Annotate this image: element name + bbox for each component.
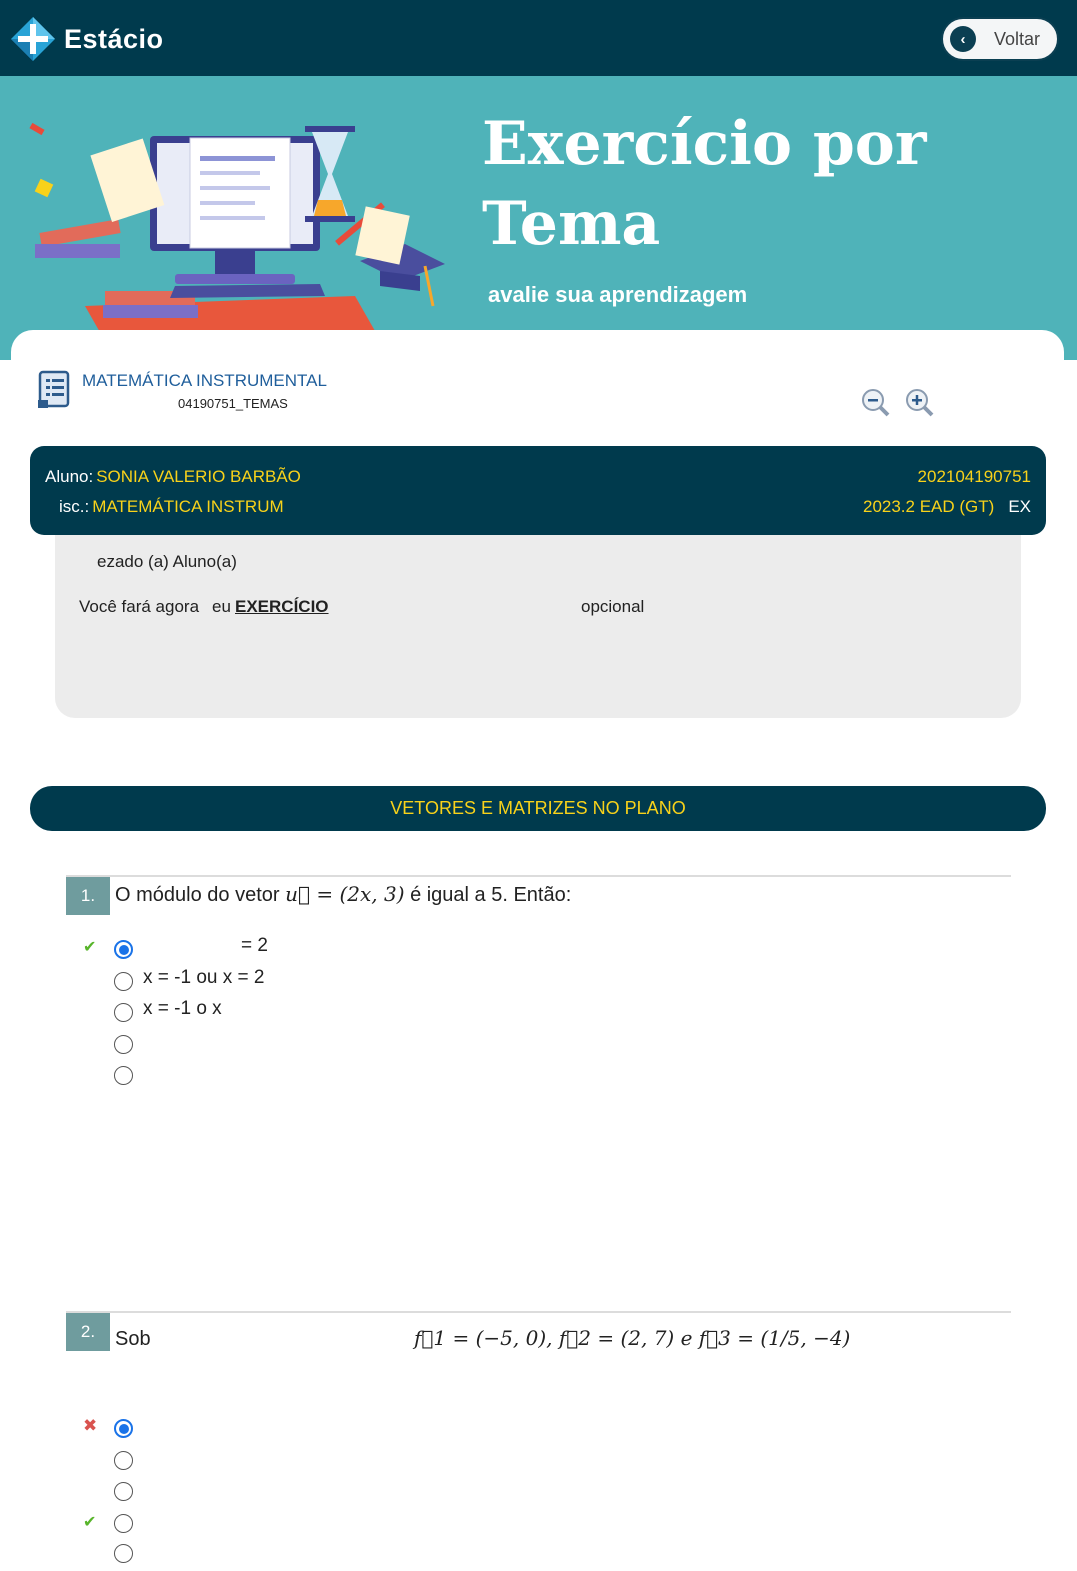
back-button-label: Voltar — [994, 28, 1041, 49]
student-label: Aluno: — [45, 467, 94, 486]
hero-title-line2: Tema — [482, 189, 661, 259]
topic-header: VETORES E MATRIZES NO PLANO — [30, 786, 1046, 831]
student-name: SONIA VALERIO BARBÃO — [96, 467, 301, 486]
question-math: f⃗1 = (−5, 0), f⃗2 = (2, 7) e f⃗3 = (1/5, −4) — [414, 1326, 851, 1350]
question-number: 1. — [66, 877, 110, 915]
answer-radio[interactable] — [114, 972, 133, 991]
answer-radio[interactable] — [114, 1066, 133, 1085]
course-title: MATEMÁTICA INSTRUMENTAL — [82, 371, 327, 390]
answer-radio[interactable] — [114, 940, 133, 959]
question-text-before: Sob — [115, 1328, 151, 1350]
question-math: u⃗ = (2x, 3) — [285, 882, 405, 906]
answer-radio[interactable] — [114, 1003, 133, 1022]
answer-radio[interactable] — [114, 1451, 133, 1470]
exercise-link[interactable]: EXERCÍCIO — [235, 597, 329, 616]
hero-banner — [0, 76, 1077, 360]
hero-title — [482, 104, 1042, 264]
zoom-out-icon[interactable] — [861, 388, 891, 418]
answer-radio[interactable] — [114, 1419, 133, 1438]
answer-radio[interactable] — [114, 1514, 133, 1533]
correct-check-icon: ✔ — [83, 1514, 97, 1531]
wrong-cross-icon: ✖ — [83, 1416, 98, 1435]
question-text-after: é igual a 5. Então: — [410, 884, 572, 906]
instruction-end: opcional — [581, 597, 645, 616]
question-divider — [66, 875, 1011, 877]
registration-row — [918, 467, 1031, 487]
chevron-left-icon: ‹ — [950, 26, 976, 52]
question-text — [115, 882, 571, 907]
instruction-mid: eu — [212, 597, 231, 616]
instructions-box — [55, 535, 1021, 718]
greeting-text: ezado (a) Aluno(a) — [97, 552, 237, 571]
course-code: 04190751_TEMAS — [178, 396, 288, 411]
instruction-start: Você fará agora — [79, 597, 200, 616]
question-text-before: O módulo do vetor — [115, 884, 280, 906]
academic-period: 2023.2 EAD (GT) — [862, 497, 995, 516]
document-list-icon — [38, 370, 74, 410]
hero-subtitle: avalie sua aprendizagem — [488, 282, 748, 307]
answer-option-text: = 2 — [241, 935, 268, 956]
answer-radio[interactable] — [114, 1544, 133, 1563]
exam-type: EX — [1008, 497, 1031, 516]
estacio-logo-icon — [10, 16, 56, 62]
answer-option-text: x = -1 ou x = 2 — [143, 967, 265, 988]
answer-radio[interactable] — [114, 1482, 133, 1501]
back-button[interactable] — [941, 17, 1059, 61]
discipline-label: isc.: — [59, 497, 90, 516]
question-number: 2. — [66, 1313, 110, 1351]
student-registration: 202104190751 — [917, 467, 1031, 486]
answer-option-text: x = -1 o x — [143, 998, 222, 1019]
answer-radio[interactable] — [114, 1035, 133, 1054]
question-divider — [66, 1311, 1011, 1313]
period-row — [863, 497, 1031, 517]
student-row — [45, 467, 301, 487]
correct-check-icon: ✔ — [83, 939, 97, 956]
zoom-in-icon[interactable] — [905, 388, 935, 418]
estacio-logo[interactable] — [10, 16, 164, 62]
discipline-row — [59, 497, 284, 517]
student-info-bar — [30, 446, 1046, 535]
top-navbar — [0, 0, 1077, 76]
hero-title-line1: Exercício por — [482, 109, 927, 179]
study-illustration — [25, 116, 465, 356]
brand-name: Estácio — [64, 23, 164, 54]
discipline-name: MATEMÁTICA INSTRUM — [92, 497, 284, 516]
